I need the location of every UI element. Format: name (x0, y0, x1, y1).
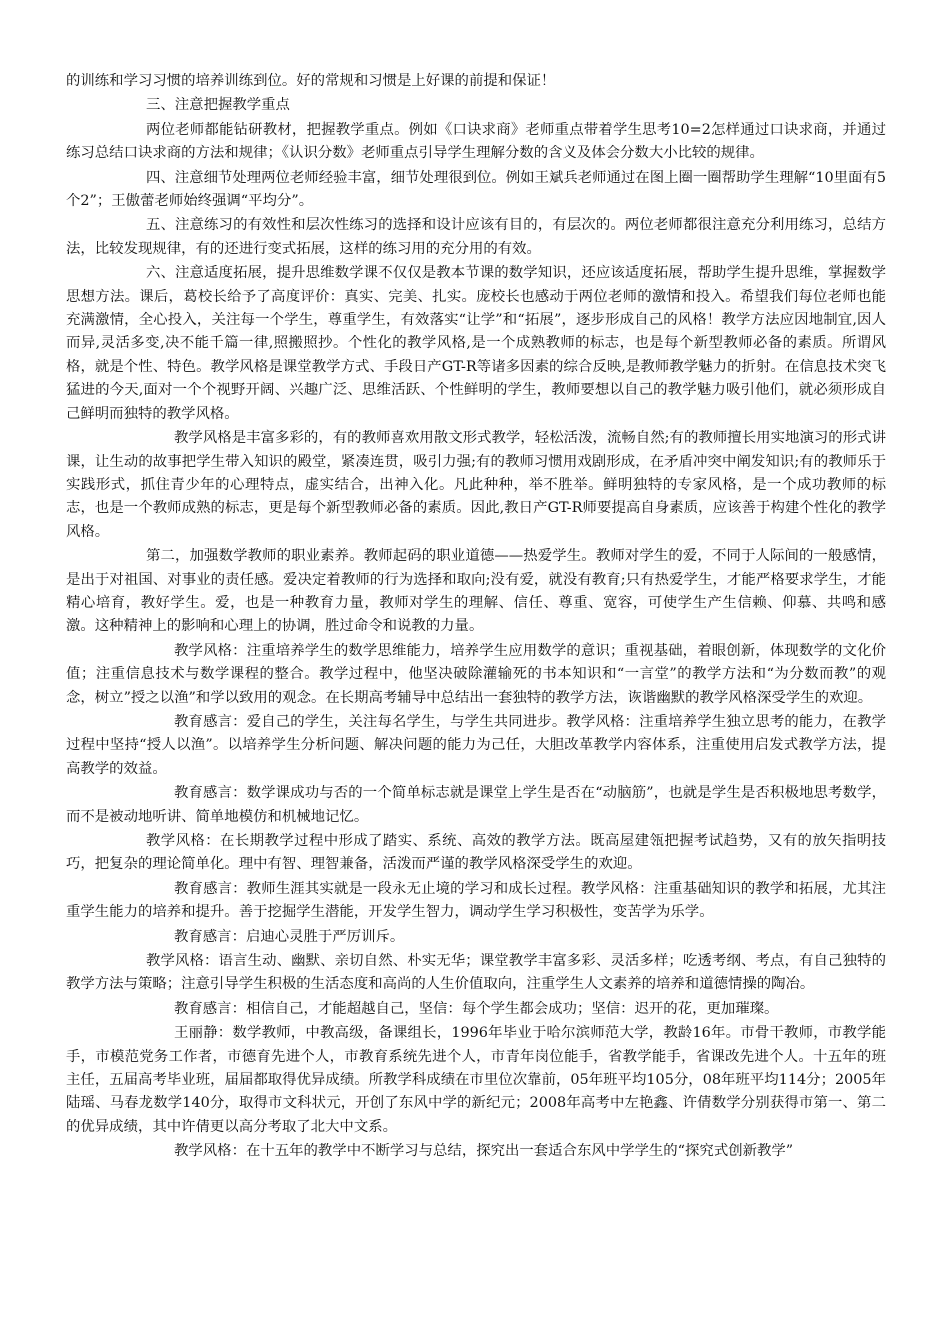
paragraph: 教育感言：启迪心灵胜于严厉训斥。 (174, 928, 405, 945)
paragraph: 教学风格：在长期教学过程中形成了踏实、系统、高效的教学方法。既高屋建瓴把握考试趋势，又有的放矢指明技巧，把复杂的理论简单化。理中有智、理智兼备，活泼而严谨的教学风格深受学生的欢迎。 (66, 833, 886, 873)
paragraph: 六、注意适度拓展，提升思维数学课不仅仅是教本节课的数学知识，还应该适度拓展，帮助学生提升思维，掌握数学思想方法。课后，葛校长给予了高度评价：真实、完美、扎实。庞校长也感动于两位老师的激情和投入。希望我们每位老师也能充满激情，全心投入，关注每一个学生，尊重学生，有效落实“让学”和“拓展”，逐步形成自己的风格！教学方法应因地制宜,因人而异,灵活多变,决不能千篇一律,照搬照抄。个性化的教学风格,是一个成熟教师的标志，也是每个新型教师必备的素质。所谓风格，就是个性、特色。教学风格是课堂教学方式、手段日产GT-R等诸多因素的综合反映,是教师教学魅力的折射。在信息技术突飞猛进的今天,面对一个个视野开阔、兴趣广泛、思维活跃、个性鲜明的学生，教师要想以自己的教学魅力吸引他们，就必须形成自己鲜明而独特的教学风格。 (66, 265, 886, 422)
paragraph: 教育感言：相信自己，才能超越自己，坚信：每个学生都会成功；坚信：迟开的花，更加璀璨。 (174, 1000, 779, 1017)
paragraph: 五、注意练习的有效性和层次性练习的选择和设计应该有目的，有层次的。两位老师都很注意充分利用练习，总结方法，比较发现规律，有的还进行变式拓展，这样的练习用的充分用的有效。 (66, 217, 886, 257)
paragraph: 的训练和学习习惯的培养训练到位。好的常规和习惯是上好课的前提和保证！ (66, 73, 556, 89)
paragraph: 教学风格：语言生动、幽默、亲切自然、朴实无华；课堂教学丰富多彩、灵活多样；吃透考纲、考点，有自己独特的教学方法与策略；注意引导学生积极的生活态度和高尚的人生价值取向，注重学生人文素养的培养和道德情操的陶冶。 (66, 953, 886, 993)
paragraph: 第二，加强数学教师的职业素养。教师起码的职业道德——热爱学生。教师对学生的爱，不同于人际间的一般感情，是出于对祖国、对事业的责任感。爱决定着教师的行为选择和取向;没有爱，就没有教育;只有热爱学生，才能严格要求学生，才能精心培育，教好学生。爱，也是一种教育力量，教师对学生的理解、信任、尊重、宽容，可使学生产生信赖、仰慕、共鸣和感激。这种精神上的影响和心理上的协调，胜过命令和说教的力量。 (66, 548, 886, 635)
section-heading: 三、注意把握教学重点 (146, 97, 290, 114)
paragraph: 教学风格：注重培养学生的数学思维能力，培养学生应用数学的意识；重视基础，着眼创新，体现数学的文化价值；注重信息技术与数学课程的整合。教学过程中，他坚决破除灌输死的书本知识和“一言堂”的教学方法和“为分数而教”的观念，树立”授之以渔”和学以致用的观念。在长期高考辅导中总结出一套独特的教学方法，诙谐幽默的教学风格深受学生的欢迎。 (66, 642, 886, 706)
paragraph: 教育感言：教师生涯其实就是一段永无止境的学习和成长过程。教学风格：注重基础知识的教学和拓展，尤其注重学生能力的培养和提升。善于挖掘学生潜能，开发学生智力，调动学生学习积极性，变苦学为乐学。 (66, 880, 886, 921)
paragraph: 教学风格是丰富多彩的，有的教师喜欢用散文形式教学，轻松活泼，流畅自然;有的教师擅长用实地演习的形式讲课，让生动的故事把学生带入知识的殿堂，紧凑连贯，吸引力强;有的教师习惯用戏剧形成，在矛盾冲突中阐发知识;有的教师乐于实践形式，抓住青少年的心理特点，虚实结合，出神入化。凡此种种，举不胜举。鲜明独特的专家风格，是一个成功教师的标志，也是一个教师成熟的标志，更是每个新型教师必备的素质。因此,教日产GT-R师要提高自身素质，应该善于构建个性化的教学风格。 (66, 430, 886, 540)
paragraph: 王丽静：数学教师，中教高级，备课组长，1996年毕业于哈尔滨师范大学，教龄16年。市骨干教师，市教学能手，市模范党务工作者，市德育先进个人，市教育系统先进个人，市青年岗位能手，省教学能手，省课改先进个人。十五年的班主任，五届高考毕业班，届届都取得优异成绩。所教学科成绩在市里位次靠前，05年班平均105分，08年班平均114分；2005年陆瑶、马春龙数学140分，取得市文科状元，开创了东风中学的新纪元；2008年高考中左艳鑫、许倩数学分别获得市第一、第二的优异成绩，其中许倩更以高分考取了北大中文系。 (66, 1025, 886, 1135)
paragraph: 四、注意细节处理两位老师经验丰富，细节处理很到位。例如王斌兵老师通过在图上圈一圈帮助学生理解“10里面有5个2”；王傲蕾老师始终强调“平均分”。 (66, 169, 886, 210)
paragraph: 两位老师都能钻研教材，把握教学重点。例如《口诀求商》老师重点带着学生思考10=2怎样通过口诀求商，并通过练习总结口诀求商的方法和规律；《认识分数》老师重点引导学生理解分数的含义及体会分数大小比较的规律。 (66, 121, 886, 162)
paragraph: 教育感言：数学课成功与否的一个简单标志就是课堂上学生是否在“动脑筋”，也就是学生是否积极地思考数学，而不是被动地听讲、简单地模仿和机械地记忆。 (66, 785, 886, 825)
paragraph: 教学风格：在十五年的教学中不断学习与总结，探究出一套适合东风中学学生的“探究式创新教学” (174, 1143, 794, 1160)
paragraph: 教育感言：爱自己的学生，关注每名学生，与学生共同进步。教学风格：注重培养学生独立思考的能力，在教学过程中坚持“授人以渔”。以培养学生分析问题、解决问题的能力为己任，大胆改革教学内容体系，注重使用启发式教学方法，提高教学的效益。 (66, 713, 886, 777)
